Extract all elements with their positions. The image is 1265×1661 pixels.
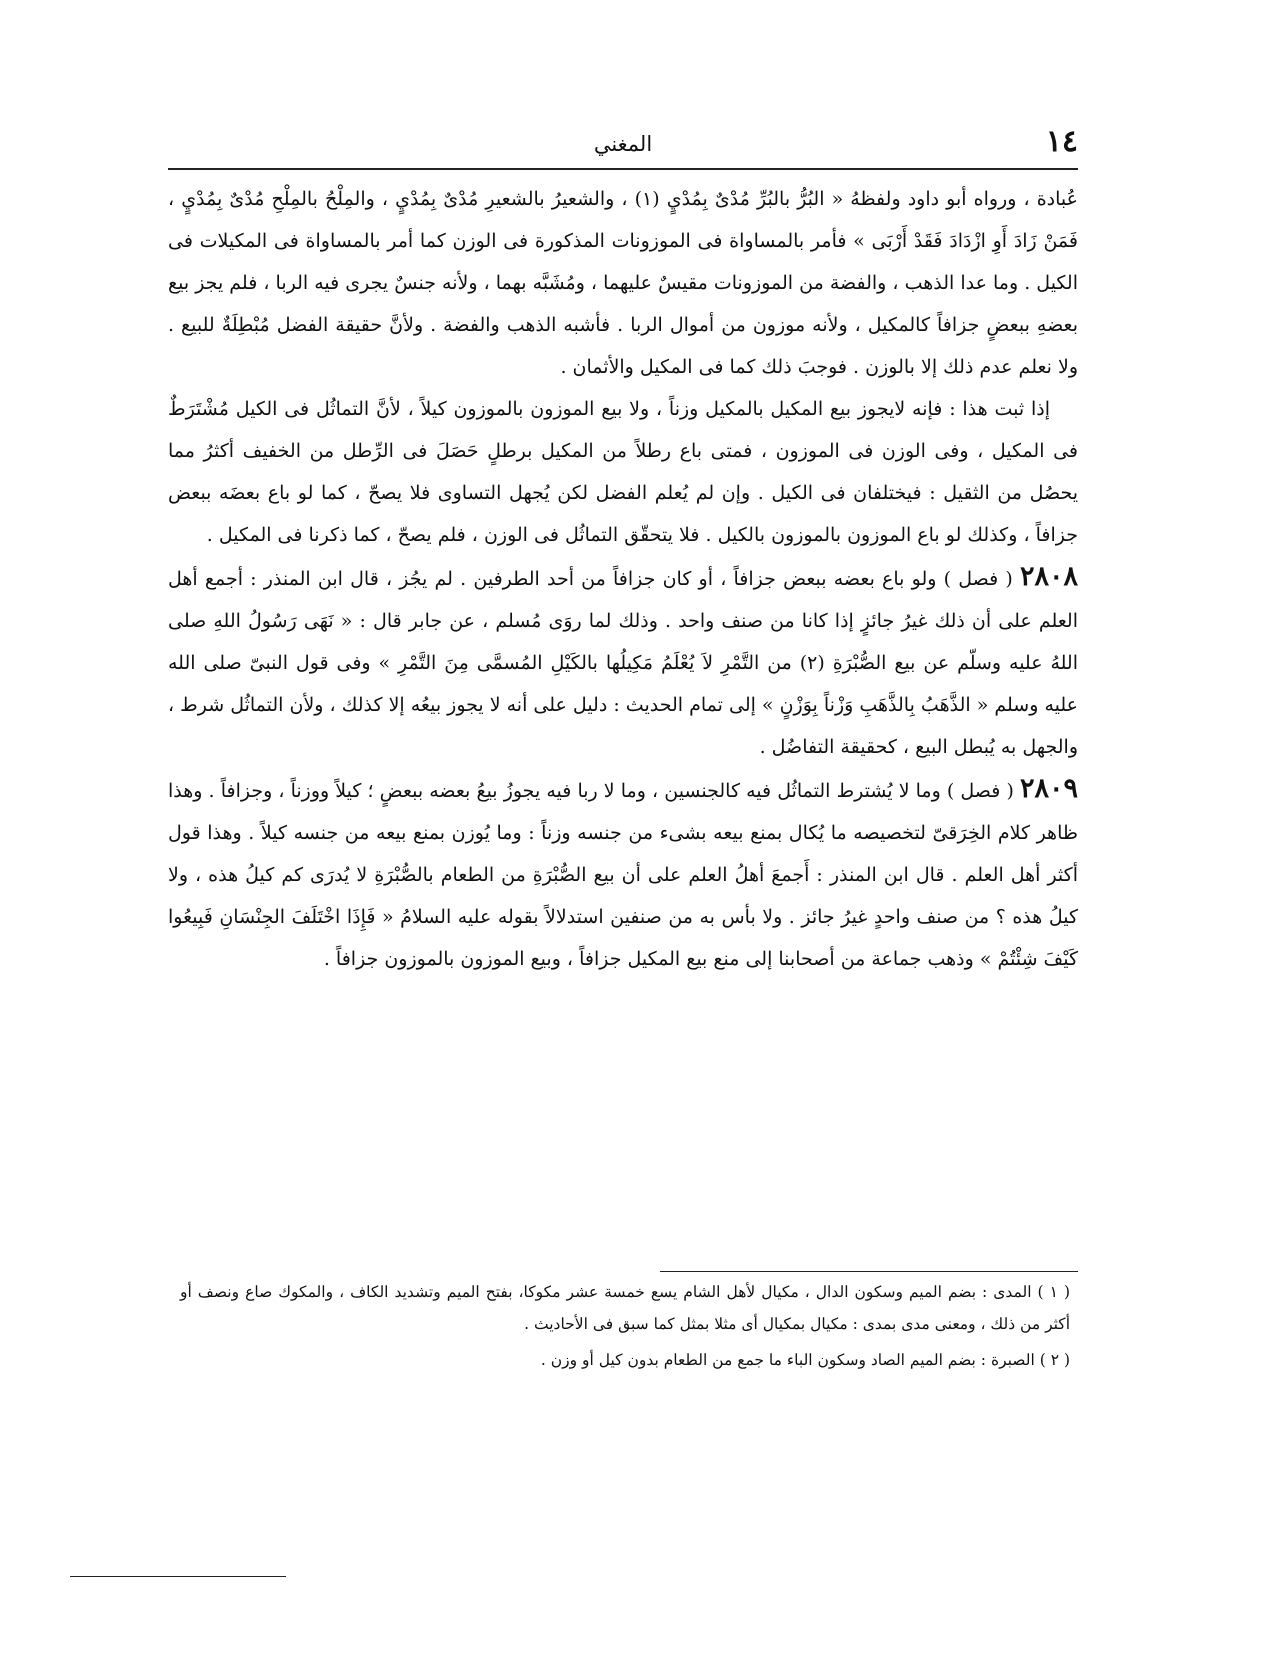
- page-number: ١٤: [1045, 124, 1078, 159]
- paragraph-ruling: إذا ثبت هذا : فإنه لايجوز بيع المكيل بالمكيل وزناً ، ولا بيع الموزون بالموزون كيلاً ، لأنَّ التماثُل فى الكيل مُشْتَرَطٌ فى المكيل ، وفى الوزن فى الموزون ، فمتى باع رطلاً من المكيل برطلٍ حَصَلَ فى الرِّطل من الخفيف أكثرُ مما يحصُل من الثقيل : فيختلفان فى الكيل . وإن لم يُعلم الفضل لكن يُجهل التساوى فلا يصحّ ، كما لو باع بعضَه ببعض جزافاً ، وكذلك لو باع الموزون بالموزون بالكيل . فلا يتحقّق التماثُل فى الوزن ، فلم يصحّ ، كما ذكرنا فى المكيل .: [168, 398, 1078, 546]
- header-rule: [168, 168, 1078, 170]
- page-header: [168, 118, 1078, 168]
- paragraph-continuation: عُبادة ، ورواه أبو داود ولفظهُ « البُرُّ بالبُرِّ مُدْىٌ بِمُدْيٍ (١) ، والشعيرُ بالشعيرِ مُدْىٌ بِمُدْيٍ ، والمِلْحُ بالمِلْحِ مُدْىٌ بِمُدْيٍ ، فَمَنْ زَادَ أَوِ ازْدَادَ فَقَدْ أَرْبَى » فأمر بالمساواة فى الموزونات المذكورة فى الوزن كما أمر بالمساواة فى المكيلات فى الكيل . وما عدا الذهب ، والفضة من الموزونات مقيسٌ عليهما ، ومُشَبَّه بهما ، ولأنه جنسٌ يجرى فيه الربا ، فلم يجز بيع بعضهِ ببعضٍ جزافاً كالمكيل ، ولأنه موزون من أموال الربا . فأشبه الذهب والفضة . ولأنَّ حقيقة الفضل مُبْطِلَةٌ للبيع . ولا نعلم عدم ذلك إلا بالوزن . فوجبَ ذلك كما فى المكيل والأثمان .: [168, 188, 1078, 378]
- section-text: ( فصل ) ولو باع بعضه ببعض جزافاً ، أو كان جزافاً من أحد الطرفين . لم يجُز ، قال ابن المنذر : أجمع أهل العلم على أن ذلك غيرُ جائزٍ إذا كانا من صنف واحد . وذلك لما روَى مُسلم ، عن جابر قال : « نَهَى رَسُولُ اللهِ صلى اللهُ عليه وسلّم عن بيع الصُّبْرَةِ (٢) من التَّمْرِ لاَ يُعْلَمُ مَكِيلُها بالكَيْلِ المُسمَّى مِنَ التَّمْرِ » وفى قول النبىّ صلى الله عليه وسلم « الذَّهَبُ بِالذَّهَبِ وَزْناً بِوَزْنٍ » إلى تمام الحديث : دليل على أنه لا يجوز بيعُه إلا كذلك ، ولأن التماثُل شرط ، والجهل به يُبطل البيع ، كحقيقة التفاضُل .: [168, 568, 1078, 758]
- section-2809: [168, 768, 1078, 980]
- section-number: ٢٨٠٨: [1019, 561, 1078, 592]
- footnote-rule: [660, 1271, 1078, 1272]
- footnote-2: ( ٢ ) الصبرة : بضم الميم الصاد وسكون الباء ما جمع من الطعام بدون كيل أو وزن .: [540, 1351, 1070, 1369]
- bottom-rule: [70, 1576, 286, 1577]
- section-number: ٢٨٠٩: [1019, 773, 1078, 804]
- section-text: ( فصل ) وما لا يُشترط التماثُل فيه كالجنسين ، وما لا ربا فيه يجوزُ بيعُ بعضه ببعضٍ ؛ كيلاً ووزناً ، وجزافاً . وهذا ظاهر كلام الخِرَقىّ لتخصيصه ما يُكال بمنع بيعه بشىء من جنسه وزناً : وما يُوزن بمنع بيعه من جنسه كيلاً . وهذا قول أكثر أهل العلم . قال ابن المنذر : أَجمعَ أهلُ العلم على أن بيع الصُّبْرَةِ من الطعام بالصُّبْرَةِ لا يُدرَى كم كيلُ هذه ، ولا كيلُ هذه ؟ من صنف واحدٍ غيرُ جائز . ولا بأس به من صنفين استدلالاً بقوله عليه السلامُ « فَإِذَا اخْتَلَفَ الجِنْسَانِ فَبِيعُوا كَيْفَ شِئْتُمْ » وذهب جماعة من أصحابنا إلى منع بيع المكيل جزافاً ، وبيع الموزون بالموزون جزافاً .: [168, 780, 1078, 970]
- main-text: [168, 178, 1078, 980]
- running-title: المغني: [593, 132, 653, 156]
- footnotes: [180, 1276, 1070, 1380]
- section-2808: [168, 556, 1078, 768]
- footnote-1: ( ١ ) المدى : بضم الميم وسكون الدال ، مكيال لأهل الشام يسع خمسة عشر مكوكا، بفتح الميم وتشديد الكاف ، والمكوك صاع ونصف أو أكثر من ذلك ، ومعنى مدى بمدى : مكيال بمكيال أى مثلا بمثل كما سبق فى الأحاديث .: [180, 1283, 1070, 1333]
